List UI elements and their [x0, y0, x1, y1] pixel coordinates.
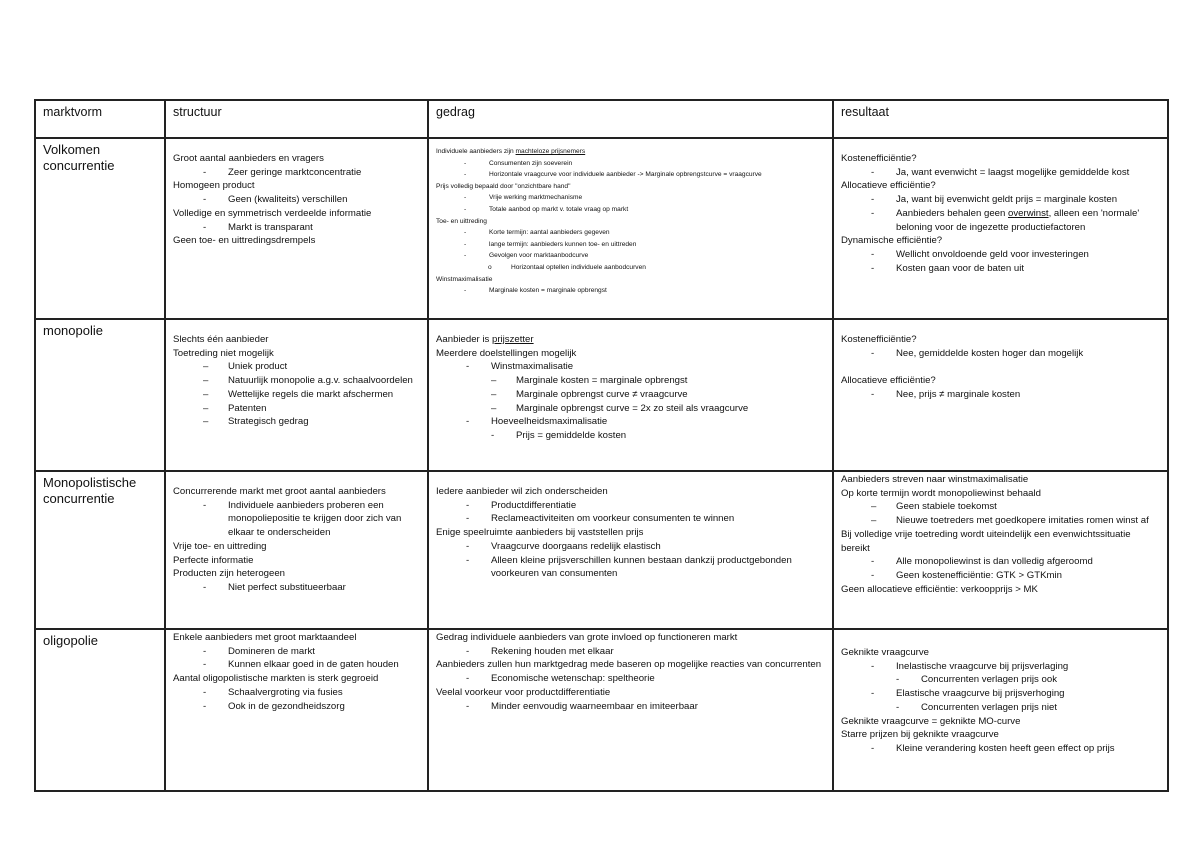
header-row — [35, 100, 1168, 138]
line-text: Toe- en uittreding — [436, 217, 487, 225]
list-line — [841, 487, 1161, 501]
line-text: Iedere aanbieder wil zich onderscheiden — [436, 486, 608, 497]
bullet-item — [173, 581, 421, 595]
list-line — [841, 583, 1161, 597]
list-line — [173, 234, 421, 248]
list-line — [841, 528, 1161, 555]
list-line — [436, 333, 826, 347]
bullet-item — [841, 687, 1161, 701]
gedrag-cell — [428, 629, 833, 791]
list-line — [841, 473, 1161, 487]
line-text: Prijs volledig bepaald door "onzichtbare hand" — [436, 182, 571, 190]
line-text: Minder eenvoudig waarneembaar en imiteerbaar — [491, 700, 698, 712]
list-line — [841, 152, 1161, 166]
bullet-item — [436, 499, 826, 513]
line-text: Marginale kosten = marginale opbrengst — [516, 375, 688, 387]
table-row — [35, 629, 1168, 791]
bullet-item — [841, 569, 1161, 583]
table-row — [35, 471, 1168, 629]
bullet-item — [173, 686, 421, 700]
bullet-item — [841, 248, 1161, 262]
list-line — [841, 179, 1161, 193]
line-text: Markt is transparant — [228, 221, 313, 233]
line-text: Hoeveelheidsmaximalisatie — [491, 416, 608, 428]
bullet-item — [436, 429, 826, 443]
line-text: Bij volledige vrije toetreding wordt uiteindelijk een evenwichtssituatie bereikt — [841, 528, 1131, 554]
marktvorm-cell: Monopolistische concurrentie — [35, 471, 165, 629]
list-line — [841, 333, 1161, 347]
line-text: Geen stabiele toekomst — [896, 501, 997, 513]
line-text: Zeer geringe marktconcentratie — [228, 166, 362, 178]
list-line — [173, 631, 421, 645]
bullet-item — [173, 221, 421, 235]
list-line — [841, 234, 1161, 248]
line-text: Nieuwe toetreders met goedkopere imitaties romen winst af — [896, 515, 1149, 527]
market-forms-table — [34, 99, 1169, 792]
line-text: Volledige en symmetrisch verdeelde informatie — [173, 207, 372, 219]
structuur-cell — [165, 319, 428, 471]
list-line — [841, 728, 1161, 742]
bullet-item — [173, 645, 421, 659]
bullet-item — [436, 672, 826, 686]
line-text: Uniek product — [228, 361, 288, 373]
spacer — [841, 360, 1161, 374]
bullet-item — [436, 250, 826, 262]
list-line — [436, 146, 826, 158]
line-text: Gedrag individuele aanbieders van grote invloed op functioneren markt — [436, 632, 738, 643]
line-text: Enkele aanbieders met groot marktaandeel — [173, 632, 357, 643]
list-line — [173, 179, 421, 193]
line-text: Homogeen product — [173, 180, 255, 192]
structuur-cell — [165, 138, 428, 319]
line-text: Consumenten zijn soeverein — [489, 159, 573, 167]
list-line — [436, 347, 826, 361]
marktvorm-cell: monopolie — [35, 319, 165, 471]
bullet-item — [436, 227, 826, 239]
line-text: Concurrenten verlagen prijs ook — [921, 674, 1057, 686]
line-text: Aantal oligopolistische markten is sterk gegroeid — [173, 673, 379, 685]
line-text: Niet perfect substitueerbaar — [228, 581, 346, 593]
underlined-text: overwinst — [1008, 207, 1049, 219]
line-text: Vraagcurve doorgaans redelijk elastisch — [491, 540, 661, 552]
line-text: Dynamische efficiëntie? — [841, 235, 943, 247]
bullet-item — [841, 555, 1161, 569]
bullet-item — [841, 673, 1161, 687]
line-text: Aanbieders streven naar winstmaximalisatie — [841, 474, 1029, 485]
line-text: Geen (kwaliteits) verschillen — [228, 194, 348, 206]
bullet-item — [436, 169, 826, 181]
line-text: Ook in de gezondheidszorg — [228, 700, 345, 712]
line-text: Aanbieder is — [436, 334, 492, 345]
line-text: Elastische vraagcurve bij prijsverhoging — [896, 688, 1065, 700]
bullet-item — [436, 540, 826, 554]
header-resultaat: resultaat — [833, 100, 1168, 138]
list-line — [173, 347, 421, 361]
line-text: Winstmaximalisatie — [436, 275, 493, 283]
bullet-item — [173, 388, 421, 402]
bullet-item — [436, 360, 826, 374]
line-text: Veelal voorkeur voor productdifferentiatie — [436, 686, 611, 698]
line-text: Vrije werking marktmechanisme — [489, 194, 583, 202]
line-text: Kostenefficiëntie? — [841, 334, 917, 345]
bullet-item — [173, 193, 421, 207]
bullet-item — [841, 207, 1161, 234]
list-line — [436, 216, 826, 228]
line-text: Alleen kleine prijsverschillen kunnen bestaan dankzij productgebonden voorkeuren van consumenten — [491, 554, 792, 580]
line-text: Concurrenten verlagen prijs niet — [921, 701, 1057, 713]
bullet-item — [841, 262, 1161, 276]
header-gedrag: gedrag — [428, 100, 833, 138]
bullet-item — [173, 658, 421, 672]
line-text: Meerdere doelstellingen mogelijk — [436, 347, 577, 359]
list-line — [173, 207, 421, 221]
line-text: Toetreding niet mogelijk — [173, 347, 274, 359]
bullet-item — [436, 645, 826, 659]
list-line — [436, 181, 826, 193]
line-text: Groot aantal aanbieders en vragers — [173, 153, 324, 164]
bullet-item — [173, 402, 421, 416]
bullet-item — [436, 262, 826, 274]
bullet-item — [173, 700, 421, 714]
list-line — [173, 554, 421, 568]
gedrag-cell — [428, 138, 833, 319]
line-text: Geen toe- en uittredingsdrempels — [173, 235, 316, 247]
line-text: Starre prijzen bij geknikte vraagcurve — [841, 729, 999, 741]
list-line — [436, 631, 826, 645]
line-text: Producten zijn heterogeen — [173, 568, 286, 580]
line-text: Vrije toe- en uittreding — [173, 540, 267, 552]
line-text: Op korte termijn wordt monopoliewinst behaald — [841, 487, 1041, 499]
bullet-item — [173, 415, 421, 429]
list-line — [173, 540, 421, 554]
bullet-item — [841, 742, 1161, 756]
line-text: Geen allocatieve efficiëntie: verkoopprijs > MK — [841, 583, 1038, 595]
bullet-item — [841, 701, 1161, 715]
list-line — [436, 658, 826, 672]
line-text: Allocatieve efficiëntie? — [841, 375, 936, 387]
line-text: Marginale kosten = marginale opbrengst — [489, 287, 607, 295]
line-text: Prijs = gemiddelde kosten — [516, 429, 627, 441]
bullet-item — [841, 166, 1161, 180]
line-text: Economische wetenschap: speltheorie — [491, 673, 655, 685]
list-line — [841, 715, 1161, 729]
list-line — [436, 526, 826, 540]
list-line — [436, 274, 826, 286]
line-text: Enige speelruimte aanbieders bij vaststellen prijs — [436, 527, 644, 539]
line-text: Kleine verandering kosten heeft geen effect op prijs — [896, 742, 1115, 754]
line-text: Domineren de markt — [228, 645, 315, 657]
bullet-item — [841, 660, 1161, 674]
resultaat-cell — [833, 471, 1168, 629]
list-line — [436, 485, 826, 499]
line-text: Ja, want bij evenwicht geldt prijs = marginale kosten — [896, 194, 1118, 206]
bullet-item — [173, 499, 421, 540]
list-line — [173, 333, 421, 347]
bullet-item — [173, 374, 421, 388]
line-text: Slechts één aanbieder — [173, 334, 269, 345]
underlined-text: prijszetter — [492, 334, 534, 345]
line-text: Kosten gaan voor de baten uit — [896, 262, 1025, 274]
gedrag-cell — [428, 319, 833, 471]
line-text: Geknikte vraagcurve — [841, 647, 929, 658]
gedrag-cell — [428, 471, 833, 629]
line-text: Allocatieve efficiëntie? — [841, 180, 936, 192]
line-text: Korte termijn: aantal aanbieders gegeven — [489, 229, 610, 237]
bullet-item — [436, 388, 826, 402]
line-text: Natuurlijk monopolie a.g.v. schaalvoordelen — [228, 375, 413, 387]
header-marktvorm: marktvorm — [35, 100, 165, 138]
line-text: Wellicht onvoldoende geld voor investeringen — [896, 248, 1089, 260]
line-text: Marginale opbrengst curve = 2x zo steil als vraagcurve — [516, 402, 749, 414]
line-text: Concurrerende markt met groot aantal aanbieders — [173, 486, 386, 497]
bullet-item — [841, 500, 1161, 514]
line-text: Ja, want evenwicht = laagst mogelijke gemiddelde kost — [896, 166, 1130, 178]
marktvorm-cell: Volkomen concurrentie — [35, 138, 165, 319]
bullet-item — [436, 204, 826, 216]
line-text: Individuele aanbieders zijn — [436, 148, 516, 155]
line-text: Horizontale vraagcurve voor individuele aanbieder -> Marginale opbrengstcurve = vraagcurve — [489, 171, 762, 179]
bullet-item — [436, 415, 826, 429]
list-line — [173, 672, 421, 686]
line-text: Alle monopoliewinst is dan volledig afgeroomd — [896, 556, 1093, 568]
bullet-item — [841, 388, 1161, 402]
list-line — [436, 686, 826, 700]
table-row — [35, 319, 1168, 471]
line-text: Nee, gemiddelde kosten hoger dan mogelijk — [896, 347, 1084, 359]
marktvorm-cell: oligopolie — [35, 629, 165, 791]
structuur-cell — [165, 471, 428, 629]
bullet-item — [436, 512, 826, 526]
underlined-text: machteloze prijsnemers — [515, 148, 586, 155]
line-text: Kunnen elkaar goed in de gaten houden — [228, 659, 399, 671]
bullet-item — [436, 239, 826, 251]
line-text: Reclameactiviteiten om voorkeur consumenten te winnen — [491, 513, 735, 525]
line-text: lange termijn: aanbieders kunnen toe- en uittreden — [489, 240, 637, 248]
bullet-item — [436, 158, 826, 170]
structuur-cell — [165, 629, 428, 791]
bullet-item — [841, 514, 1161, 528]
bullet-item — [173, 166, 421, 180]
list-line — [841, 646, 1161, 660]
line-text: Aanbieders behalen geen — [896, 207, 1009, 219]
line-text: Perfecte informatie — [173, 554, 254, 566]
line-text: Kostenefficiëntie? — [841, 153, 917, 164]
table-row — [35, 138, 1168, 319]
line-text: Inelastische vraagcurve bij prijsverlaging — [896, 660, 1069, 672]
list-line — [173, 485, 421, 499]
line-text: Nee, prijs ≠ marginale kosten — [896, 388, 1021, 400]
line-text-continued: , alleen een 'normale' beloning voor de ingezette productiefactoren — [896, 207, 1140, 233]
line-text: Rekening houden met elkaar — [491, 645, 614, 657]
line-text: Productdifferentiatie — [491, 499, 577, 511]
resultaat-cell — [833, 138, 1168, 319]
bullet-item — [436, 374, 826, 388]
line-text: Aanbieders zullen hun marktgedrag mede baseren op mogelijke reacties van concurrenten — [436, 659, 822, 671]
bullet-item — [436, 554, 826, 581]
header-structuur: structuur — [165, 100, 428, 138]
line-text: Totale aanbod op markt v. totale vraag op markt — [489, 205, 629, 213]
bullet-item — [173, 360, 421, 374]
bullet-item — [841, 347, 1161, 361]
resultaat-cell — [833, 629, 1168, 791]
line-text: Winstmaximalisatie — [491, 361, 574, 373]
line-text: Horizontaal optellen individuele aanbodcurven — [511, 263, 646, 271]
bullet-item — [436, 700, 826, 714]
bullet-item — [436, 285, 826, 297]
line-text: Geen kostenefficiëntie: GTK > GTKmin — [896, 569, 1062, 581]
line-text: Individuele aanbieders proberen een monopoliepositie te krijgen door zich van elkaar te onderscheiden — [228, 499, 402, 539]
line-text: Marginale opbrengst curve ≠ vraagcurve — [516, 388, 688, 400]
bullet-item — [436, 192, 826, 204]
list-line — [173, 152, 421, 166]
line-text: Wettelijke regels die markt afschermen — [228, 388, 394, 400]
line-text: Geknikte vraagcurve = geknikte MO-curve — [841, 715, 1021, 727]
list-line — [841, 374, 1161, 388]
line-text: Schaalvergroting via fusies — [228, 686, 343, 698]
line-text: Strategisch gedrag — [228, 416, 309, 428]
bullet-item — [841, 193, 1161, 207]
line-text: Gevolgen voor marktaanbodcurve — [489, 252, 589, 260]
line-text: Patenten — [228, 402, 267, 414]
bullet-item — [436, 402, 826, 416]
resultaat-cell — [833, 319, 1168, 471]
list-line — [173, 567, 421, 581]
